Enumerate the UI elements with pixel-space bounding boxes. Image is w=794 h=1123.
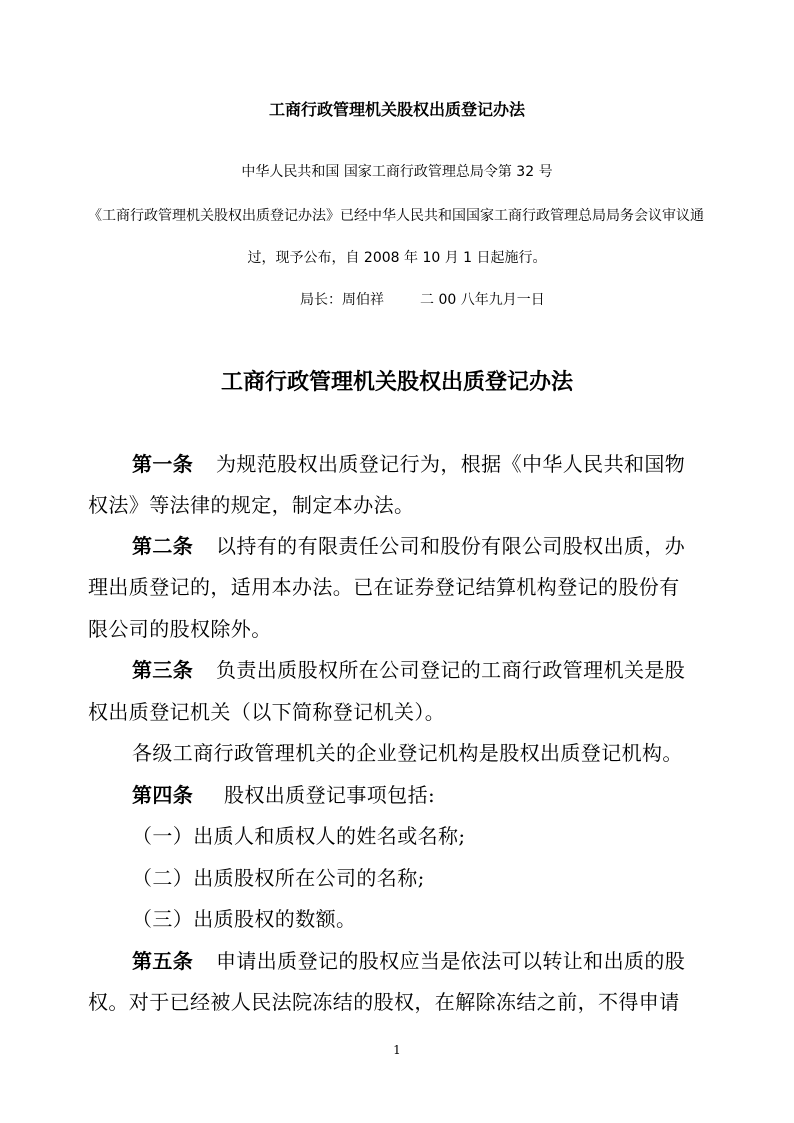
article-3-line-2: 权出质登记机关（以下简称登记机关）。 bbox=[88, 700, 446, 724]
signer: 局长：周伯祥 bbox=[300, 292, 384, 308]
article-3-label: 第三条 bbox=[132, 658, 194, 682]
article-2-line-3: 限公司的股权除外。 bbox=[88, 617, 272, 641]
sign-date: 二 00 八年九月一日 bbox=[420, 292, 545, 308]
article-3-line-3: 各级工商行政管理机关的企业登记机构是股权出质登记机构。 bbox=[132, 741, 683, 765]
article-5-text: 申请出质登记的股权应当是依法可以转让和出质的股 bbox=[215, 949, 686, 973]
article-3-line-1 bbox=[132, 654, 685, 683]
article-4-item-2: （二）出质股权所在公司的名称; bbox=[132, 866, 425, 890]
article-1-line-1 bbox=[132, 448, 685, 477]
article-2-line-2: 理出质登记的，适用本办法。已在证券登记结算机构登记的股份有 bbox=[88, 575, 680, 599]
article-4-item-3: （三）出质股权的数额。 bbox=[132, 907, 357, 931]
article-5-line-1 bbox=[132, 945, 685, 974]
intro-line-1: 《工商行政管理机关股权出质登记办法》已经中华人民共和国国家工商行政管理总局局务会议审议通 bbox=[88, 208, 704, 224]
header-title: 工商行政管理机关股权出质登记办法 bbox=[268, 100, 525, 119]
article-5-line-2: 权。对于已经被人民法院冻结的股权，在解除冻结之前，不得申请 bbox=[88, 990, 680, 1014]
article-2-line-1 bbox=[132, 530, 685, 559]
article-1-label: 第一条 bbox=[132, 452, 194, 476]
article-4-text: 股权出质登记事项包括: bbox=[223, 783, 436, 807]
article-3-text: 负责出质股权所在公司登记的工商行政管理机关是股 bbox=[215, 658, 686, 682]
main-title: 工商行政管理机关股权出质登记办法 bbox=[220, 370, 573, 395]
article-2-text: 以持有的有限责任公司和股份有限公司股权出质，办 bbox=[215, 534, 686, 558]
signature-line bbox=[300, 289, 545, 309]
intro-line-2: 过，现予公布，自 2008 年 10 月 1 日起施行。 bbox=[247, 250, 547, 266]
article-4-item-1: （一）出质人和质权人的姓名或名称; bbox=[132, 824, 466, 848]
article-1-line-2: 权法》等法律的规定，制定本办法。 bbox=[88, 493, 415, 517]
article-2-label: 第二条 bbox=[132, 534, 194, 558]
article-4-line-1 bbox=[132, 779, 435, 808]
article-4-label: 第四条 bbox=[132, 783, 194, 807]
order-number-line: 中华人民共和国 国家工商行政管理总局令第 32 号 bbox=[241, 164, 553, 180]
article-1-text: 为规范股权出质登记行为，根据《中华人民共和国物 bbox=[215, 452, 686, 476]
page-number: 1 bbox=[393, 1043, 401, 1057]
article-5-label: 第五条 bbox=[132, 949, 194, 973]
